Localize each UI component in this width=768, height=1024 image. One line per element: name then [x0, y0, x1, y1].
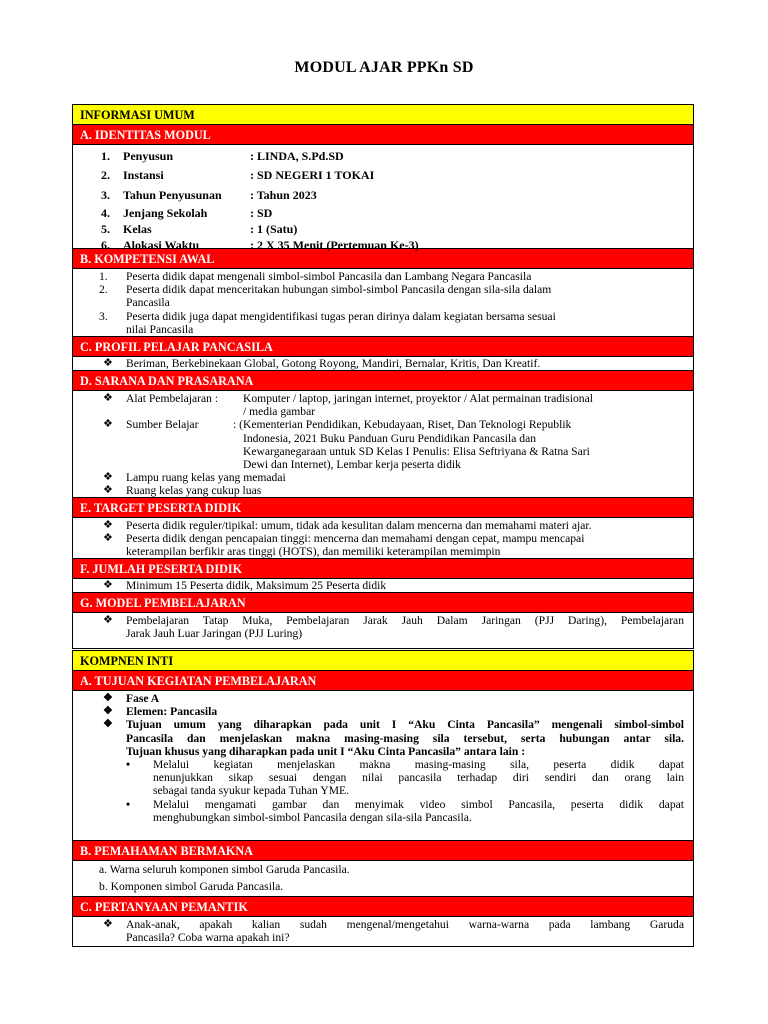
list-item-continuation: nilai Pancasila	[126, 322, 194, 336]
list-item: ❖ Tujuan umum yang diharapkan pada unit I “Aku Cinta Pancasila” mengenali simbol-simbol	[103, 718, 684, 732]
list-item: ❖ Sumber Belajar : (Kementerian Pendidikan, Kebudayaan, Riset, Dan Teknologi Republik	[103, 418, 572, 432]
diamond-bullet-icon: ❖	[103, 705, 113, 718]
identitas-modul-header: A. IDENTITAS MODUL	[73, 125, 693, 145]
profil-pelajar-header: C. PROFIL PELAJAR PANCASILA	[73, 337, 693, 357]
diamond-bullet-icon: ❖	[103, 718, 113, 731]
sarana-prasarana-header: D. SARANA DAN PRASARANA	[73, 371, 693, 391]
pertanyaan-pemantik-header: C. PERTANYAAN PEMANTIK	[73, 897, 693, 917]
list-item: a. Warna seluruh komponen simbol Garuda Pancasila.	[99, 863, 350, 876]
diamond-bullet-icon: ❖	[103, 471, 113, 484]
sub-list-item-continuation: sebagai tanda syukur kepada Tuhan YME.	[153, 784, 349, 798]
diamond-bullet-icon: ❖	[103, 484, 113, 497]
list-item: ❖ Ruang kelas yang cukup luas	[103, 484, 262, 498]
model-pembelajaran-section	[73, 613, 693, 649]
list-item: 2. Peserta didik dapat menceritakan hubungan simbol-simbol Pancasila dengan sila-sila dalam	[99, 283, 552, 297]
list-item-continuation: keterampilan berfikir aras tinggi (HOTS), dan memiliki keterampilan memimpin	[126, 545, 501, 559]
kompetensi-awal-section	[73, 269, 693, 337]
tujuan-kegiatan-section	[73, 691, 693, 841]
list-item-continuation: Tujuan khusus yang diharapkan pada unit I “Aku Cinta Pancasila” antara lain :	[126, 744, 526, 758]
list-item-continuation: Pancasila dan menjelaskan makna masing-masing sila tersebut, serta hubungan antar sila.	[126, 731, 684, 745]
tujuan-kegiatan-header: A. TUJUAN KEGIATAN PEMBELAJARAN	[73, 671, 693, 691]
list-item: ❖ Minimum 15 Peserta didik, Maksimum 25 Peserta didik	[103, 579, 387, 592]
kompetensi-awal-header: B. KOMPETENSI AWAL	[73, 249, 693, 269]
profil-pelajar-section	[73, 357, 693, 371]
sub-list-item-continuation: menghubungkan simbol-simbol Pancasila dengan sila-sila Pancasila.	[153, 810, 472, 824]
list-item-continuation: Kewarganegaraan untuk SD Kelas I Penulis: Elisa Seftriyana & Ratna Sari	[243, 444, 590, 458]
list-item-continuation: Indonesia, 2021 Buku Panduan Guru Pendidikan Pancasila dan	[243, 431, 537, 445]
list-item: 1. Peserta didik dapat mengenali simbol-simbol Pancasila dan Lambang Negara Pancasila	[99, 270, 532, 283]
diamond-bullet-icon: ❖	[103, 532, 113, 545]
list-item-continuation: / media gambar	[243, 405, 316, 419]
list-item: ❖ Fase A	[103, 692, 160, 705]
diamond-bullet-icon: ❖	[103, 614, 113, 626]
diamond-bullet-icon: ❖	[103, 392, 113, 404]
identitas-modul-section	[73, 145, 693, 252]
list-item: 3. Peserta didik juga dapat mengidentifikasi tugas peran dirinya dalam kegiatan bersama sesuai	[99, 309, 556, 323]
dot-bullet-icon: •	[126, 797, 131, 811]
informasi-umum-header: INFORMASI UMUM	[73, 105, 693, 125]
jumlah-peserta-section	[73, 579, 693, 593]
target-peserta-section	[73, 518, 693, 559]
list-item: ❖ Anak-anak, apakah kalian sudah mengenal/mengetahui warna-warna pada lambang Garuda	[103, 918, 684, 931]
page-title: MODUL AJAR PPKn SD	[294, 59, 474, 76]
list-item: ❖ Beriman, Berkebinekaan Global, Gotong Royong, Mandiri, Bernalar, Kritis, Dan Kreatif.	[103, 357, 541, 370]
model-pembelajaran-header: G. MODEL PEMBELAJARAN	[73, 593, 693, 613]
identitas-item: 3. Tahun Penyusunan : Tahun 2023	[101, 188, 317, 202]
list-item: b. Komponen simbol Garuda Pancasila.	[99, 879, 284, 893]
list-item: ❖ Peserta didik reguler/tipikal: umum, tidak ada kesulitan dalam mencerna dan memahami materi ajar.	[103, 519, 592, 532]
komponen-inti-table	[72, 650, 694, 947]
pemahaman-bermakna-section	[73, 861, 693, 897]
target-peserta-header: E. TARGET PESERTA DIDIK	[73, 498, 693, 518]
informasi-umum-table	[72, 104, 694, 649]
pertanyaan-pemantik-section	[73, 917, 693, 947]
sarana-prasarana-section	[73, 391, 693, 498]
list-item-continuation: Dewi dan Internet), Lembar kerja peserta didik	[243, 457, 461, 471]
list-item: ❖ Pembelajaran Tatap Muka, Pembelajaran Jarak Jauh Dalam Jaringan (PJJ Daring), Pembelajaran	[103, 614, 684, 627]
identitas-item: 2. Instansi : SD NEGERI 1 TOKAI	[101, 168, 375, 182]
pemahaman-bermakna-header: B. PEMAHAMAN BERMAKNA	[73, 841, 693, 861]
diamond-bullet-icon: ❖	[103, 357, 113, 369]
sub-list-item: • Melalui kegiatan menjelaskan makna masing-masing sila, peserta didik dapat	[126, 757, 684, 771]
list-item-continuation: Jarak Jauh Luar Jaringan (PJJ Luring)	[126, 627, 303, 641]
identitas-item: 6. Alokasi Waktu : 2 X 35 Menit (Pertemuan Ke-3)	[101, 238, 419, 252]
list-item: ❖ Elemen: Pancasila	[103, 705, 218, 719]
diamond-bullet-icon: ❖	[103, 692, 113, 704]
diamond-bullet-icon: ❖	[103, 418, 113, 431]
jumlah-peserta-header: F. JUMLAH PESERTA DIDIK	[73, 559, 693, 579]
list-item: ❖ Lampu ruang kelas yang memadai	[103, 471, 286, 485]
identitas-item: 1. Penyusun : LINDA, S.Pd.SD	[101, 149, 344, 163]
diamond-bullet-icon: ❖	[103, 579, 113, 591]
diamond-bullet-icon: ❖	[103, 519, 113, 531]
list-item: ❖ Peserta didik dengan pencapaian tinggi: mencerna dan memahami dengan cepat, mampu mencapai	[103, 532, 585, 546]
sub-list-item: • Melalui mengamati gambar dan menyimak video simbol Pancasila, peserta didik dapat	[126, 797, 684, 811]
list-item-continuation: Pancasila? Coba warna apakah ini?	[126, 931, 290, 945]
list-item: ❖ Alat Pembelajaran : Komputer / laptop, jaringan internet, proyektor / Alat permainan tradisional	[103, 392, 593, 405]
identitas-item: 5. Kelas : 1 (Satu)	[101, 222, 298, 236]
identitas-item: 4. Jenjang Sekolah : SD	[101, 206, 273, 220]
list-item-continuation: Pancasila	[126, 296, 170, 310]
komponen-inti-header: KOMPNEN INTI	[73, 651, 693, 671]
dot-bullet-icon: •	[126, 757, 131, 771]
diamond-bullet-icon: ❖	[103, 918, 113, 930]
sub-list-item-continuation: nenunjukkan sikap sesuai dengan nilai pancasila terhadap diri sendiri dan orang lain	[153, 771, 684, 785]
